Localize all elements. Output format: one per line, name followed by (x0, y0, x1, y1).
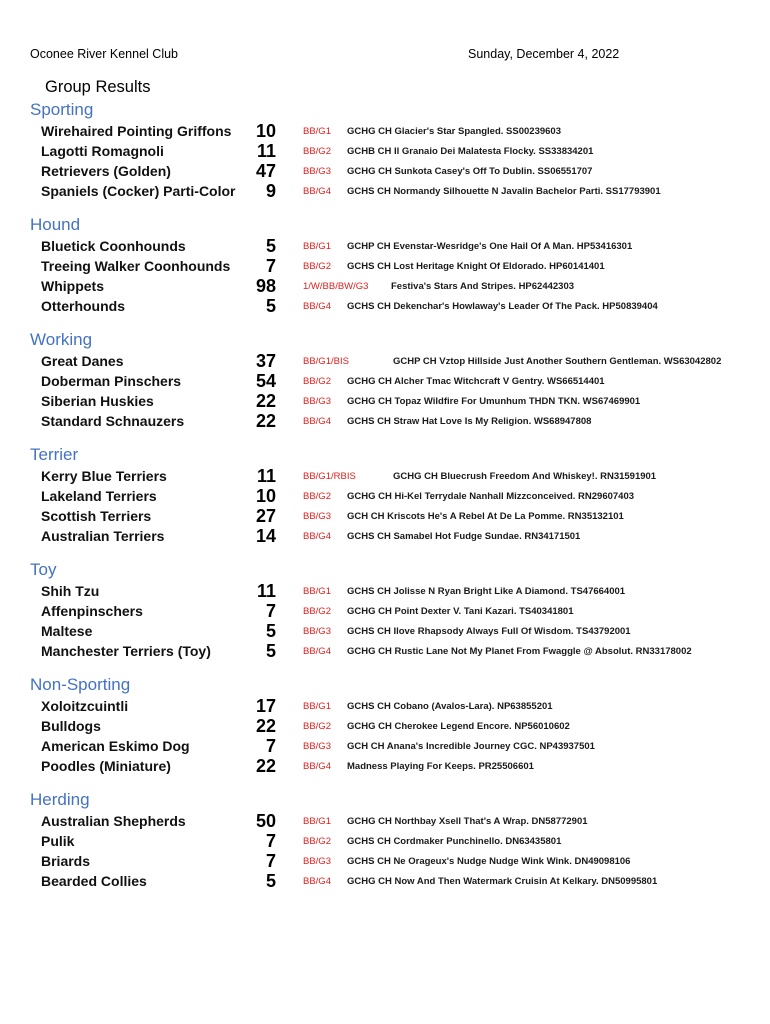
group-heading: Terrier (30, 445, 79, 464)
dog-name: GCHG CH Hi-Kel Terrydale Nanhall Mizzconceived. RN29607403 (347, 491, 635, 502)
breed-name: Maltese (41, 623, 93, 639)
entry-count: 17 (255, 696, 276, 716)
award-code: BB/G1 (303, 126, 331, 137)
breed-name: Great Danes (41, 353, 124, 369)
entry-count: 11 (256, 466, 276, 486)
breed-name: Siberian Huskies (41, 393, 154, 409)
dog-name: GCHS CH Samabel Hot Fudge Sundae. RN34171501 (347, 531, 581, 542)
result-row (0, 736, 770, 756)
group-heading: Non-Sporting (30, 675, 131, 694)
dog-name: GCH CH Anana's Incredible Journey CGC. NP43937501 (347, 741, 595, 752)
award-code: BB/G1/RBIS (303, 471, 356, 482)
group-hound (0, 214, 770, 316)
page-title: Group Results (45, 78, 151, 96)
breed-name: Bluetick Coonhounds (41, 238, 186, 254)
breed-name: Otterhounds (41, 298, 125, 314)
breed-name: Manchester Terriers (Toy) (41, 643, 211, 659)
award-code: BB/G2 (303, 491, 331, 502)
breed-name: Scottish Terriers (41, 508, 152, 524)
result-row (0, 526, 770, 546)
award-code: BB/G1/BIS (303, 356, 349, 367)
breed-name: Shih Tzu (41, 583, 100, 599)
award-code: BB/G2 (303, 146, 331, 157)
entry-count: 14 (255, 526, 276, 546)
entry-count: 5 (265, 296, 276, 316)
entry-count: 22 (255, 391, 276, 411)
award-code: BB/G3 (303, 626, 331, 637)
entry-count: 10 (255, 121, 276, 141)
award-code: BB/G2 (303, 836, 331, 847)
result-row (0, 351, 770, 371)
breed-name: Wirehaired Pointing Griffons (41, 123, 232, 139)
award-code: BB/G4 (303, 416, 331, 427)
group-herding (0, 789, 770, 891)
group-terrier (0, 444, 770, 546)
award-code: BB/G3 (303, 511, 331, 522)
entry-count: 22 (255, 716, 276, 736)
breed-name: Australian Terriers (41, 528, 165, 544)
group-results (0, 99, 770, 891)
entry-count: 5 (265, 236, 276, 256)
award-code: BB/G1 (303, 241, 331, 252)
result-row (0, 871, 770, 891)
entry-count: 7 (265, 256, 276, 276)
award-code: BB/G4 (303, 531, 331, 542)
entry-count: 37 (255, 351, 276, 371)
group-heading: Herding (30, 790, 90, 809)
dog-name: GCHG CH Now And Then Watermark Cruisin At Kelkary. DN50995801 (347, 876, 658, 887)
dog-name: GCHG CH Alcher Tmac Witchcraft V Gentry. WS66514401 (347, 376, 605, 387)
entry-count: 27 (255, 506, 276, 526)
breed-name: American Eskimo Dog (41, 738, 190, 754)
entry-count: 47 (255, 161, 276, 181)
dog-name: GCH CH Kriscots He's A Rebel At De La Pomme. RN35132101 (347, 511, 624, 522)
dog-name: GCHG CH Sunkota Casey's Off To Dublin. SS06551707 (347, 166, 593, 177)
award-code: BB/G3 (303, 166, 331, 177)
award-code: BB/G2 (303, 606, 331, 617)
entry-count: 50 (255, 811, 276, 831)
breed-name: Poodles (Miniature) (41, 758, 171, 774)
group-heading: Toy (30, 560, 57, 579)
dog-name: GCHG CH Cherokee Legend Encore. NP56010602 (347, 721, 570, 732)
entry-count: 22 (255, 411, 276, 431)
entry-count: 11 (256, 581, 276, 601)
result-row (0, 181, 770, 201)
dog-name: GCHG CH Topaz Wildfire For Umunhum THDN TKN. WS67469901 (347, 396, 641, 407)
club-name: Oconee River Kennel Club (30, 47, 178, 61)
breed-name: Spaniels (Cocker) Parti-Color (41, 183, 236, 199)
result-row (0, 161, 770, 181)
group-heading: Hound (30, 215, 81, 234)
award-code: BB/G2 (303, 261, 331, 272)
breed-name: Xoloitzcuintli (41, 698, 129, 714)
award-code: BB/G2 (303, 376, 331, 387)
result-row (0, 296, 770, 316)
result-row (0, 696, 770, 716)
entry-count: 7 (265, 736, 276, 756)
result-row (0, 371, 770, 391)
award-code: BB/G1 (303, 816, 331, 827)
breed-name: Retrievers (Golden) (41, 163, 171, 179)
breed-name: Bulldogs (41, 718, 101, 734)
result-row (0, 621, 770, 641)
dog-name: Madness Playing For Keeps. PR25506601 (347, 761, 534, 772)
award-code: BB/G4 (303, 186, 331, 197)
entry-count: 10 (255, 486, 276, 506)
breed-name: Lagotti Romagnoli (41, 143, 164, 159)
result-row (0, 466, 770, 486)
dog-name: GCHS CH Ne Orageux's Nudge Nudge Wink Wink. DN49098106 (347, 856, 631, 867)
award-code: BB/G1 (303, 586, 331, 597)
dog-name: GCHS CH Dekenchar's Howlaway's Leader Of The Pack. HP50839404 (347, 301, 658, 312)
dog-name: GCHS CH Straw Hat Love Is My Religion. WS68947808 (347, 416, 592, 427)
dog-name: GCHS CH Lost Heritage Knight Of Eldorado. HP60141401 (347, 261, 605, 272)
result-row (0, 486, 770, 506)
group-toy (0, 559, 770, 661)
breed-name: Lakeland Terriers (41, 488, 157, 504)
breed-name: Kerry Blue Terriers (41, 468, 167, 484)
dog-name: GCHB CH Il Granaio Dei Malatesta Flocky. SS33834201 (347, 146, 594, 157)
breed-name: Treeing Walker Coonhounds (41, 258, 231, 274)
award-code: BB/G4 (303, 876, 331, 887)
group-sporting (0, 99, 770, 201)
result-row (0, 601, 770, 621)
result-row (0, 641, 770, 661)
entry-count: 7 (265, 851, 276, 871)
result-row (0, 581, 770, 601)
dog-name: GCHS CH Normandy Silhouette N Javalin Bachelor Parti. SS17793901 (347, 186, 661, 197)
award-code: BB/G3 (303, 396, 331, 407)
entry-count: 5 (265, 641, 276, 661)
result-row (0, 811, 770, 831)
result-row (0, 756, 770, 776)
result-row (0, 831, 770, 851)
entry-count: 9 (265, 181, 276, 201)
entry-count: 5 (265, 621, 276, 641)
entry-count: 22 (255, 756, 276, 776)
group-working (0, 329, 770, 431)
dog-name: GCHS CH Ilove Rhapsody Always Full Of Wisdom. TS43792001 (347, 626, 631, 637)
dog-name: GCHS CH Cobano (Avalos-Lara). NP63855201 (347, 701, 553, 712)
breed-name: Bearded Collies (41, 873, 147, 889)
dog-name: Festiva's Stars And Stripes. HP62442303 (391, 281, 575, 292)
award-code: 1/W/BB/BW/G3 (303, 281, 369, 292)
award-code: BB/G4 (303, 761, 331, 772)
dog-name: GCHG CH Rustic Lane Not My Planet From Fwaggle @ Absolut. RN33178002 (347, 646, 692, 657)
award-code: BB/G1 (303, 701, 331, 712)
breed-name: Doberman Pinschers (41, 373, 182, 389)
entry-count: 5 (265, 871, 276, 891)
result-row (0, 391, 770, 411)
award-code: BB/G2 (303, 721, 331, 732)
entry-count: 98 (255, 276, 276, 296)
dog-name: GCHG CH Bluecrush Freedom And Whiskey!. RN31591901 (393, 471, 657, 482)
entry-count: 11 (256, 141, 276, 161)
dog-name: GCHG CH Glacier's Star Spangled. SS00239603 (347, 126, 561, 137)
breed-name: Affenpinschers (41, 603, 143, 619)
result-row (0, 236, 770, 256)
result-row (0, 256, 770, 276)
dog-name: GCHG CH Northbay Xsell That's A Wrap. DN58772901 (347, 816, 588, 827)
dog-name: GCHS CH Cordmaker Punchinello. DN63435801 (347, 836, 562, 847)
result-row (0, 851, 770, 871)
entry-count: 54 (255, 371, 276, 391)
result-row (0, 276, 770, 296)
group-heading: Sporting (30, 100, 94, 119)
dog-name: GCHP CH Vztop Hillside Just Another Southern Gentleman. WS63042802 (393, 356, 722, 367)
breed-name: Whippets (41, 278, 104, 294)
result-row (0, 506, 770, 526)
award-code: BB/G4 (303, 646, 331, 657)
dog-name: GCHG CH Point Dexter V. Tani Kazari. TS40341801 (347, 606, 574, 617)
group-non-sporting (0, 674, 770, 776)
entry-count: 7 (265, 601, 276, 621)
breed-name: Pulik (41, 833, 75, 849)
result-row (0, 121, 770, 141)
dog-name: GCHP CH Evenstar-Wesridge's One Hail Of A Man. HP53416301 (347, 241, 633, 252)
breed-name: Briards (41, 853, 91, 869)
show-date: Sunday, December 4, 2022 (468, 47, 620, 61)
dog-name: GCHS CH Jolisse N Ryan Bright Like A Diamond. TS47664001 (347, 586, 626, 597)
result-row (0, 141, 770, 161)
award-code: BB/G3 (303, 856, 331, 867)
award-code: BB/G3 (303, 741, 331, 752)
entry-count: 7 (265, 831, 276, 851)
breed-name: Standard Schnauzers (41, 413, 185, 429)
award-code: BB/G4 (303, 301, 331, 312)
breed-name: Australian Shepherds (41, 813, 186, 829)
result-row (0, 716, 770, 736)
result-row (0, 411, 770, 431)
group-heading: Working (30, 330, 93, 349)
